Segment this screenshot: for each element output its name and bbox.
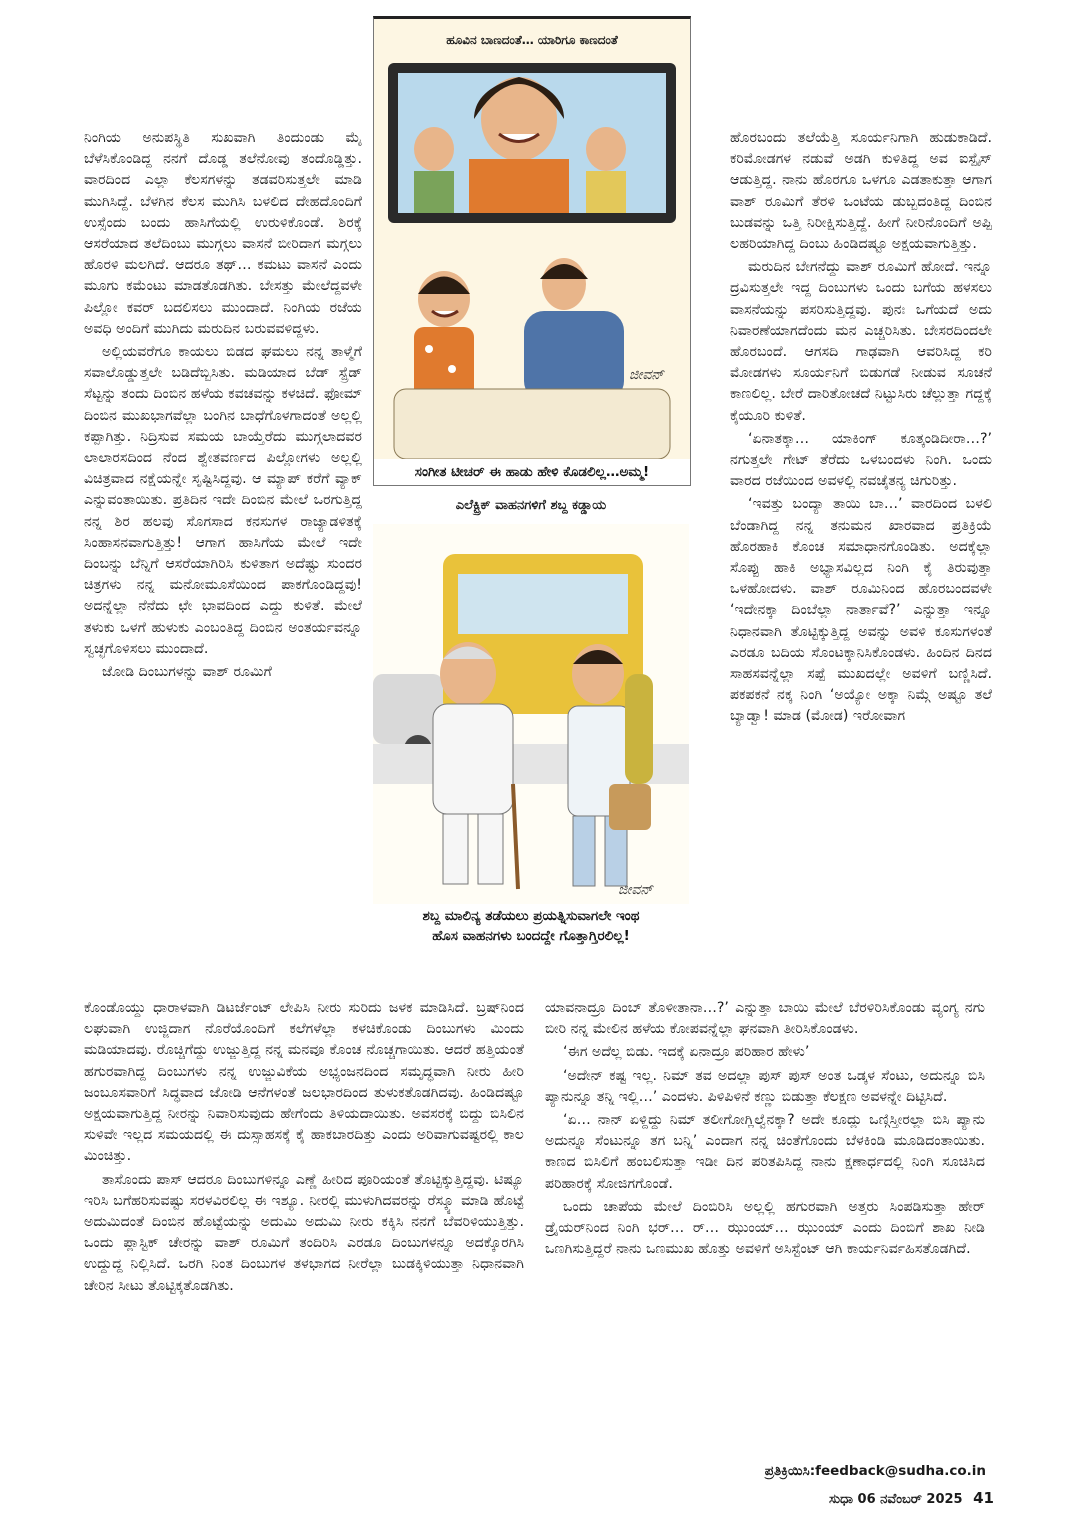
cartoon-bottom-caption-line1: ಶಬ್ದ ಮಾಲಿನ್ಯ ತಡೆಯಲು ಪ್ರಯತ್ನಿಸುವಾಗಲೇ ಇಂಥ	[422, 908, 640, 924]
article-column-1	[84, 128, 362, 685]
paragraph: ತಾಸೊಂದು ಪಾಸ್ ಆದರೂ ದಿಂಬುಗಳಿನ್ನೂ ಎಣ್ಣೆ ಹೀರಿದ ಪೂರಿಯಂತೆ ತೊಟ್ಟಿಕ್ಕುತ್ತಿದ್ದವು. ಟಿಷ್ಯೂ ಇರಿಸಿ ಬಗೆಹರಿಸುವಷ್ಟು ಸರಳವಿರಲಿಲ್ಲ ಈ ಇಶ್ಯೂ. ನೀರಲ್ಲಿ ಮುಳುಗಿದವರನ್ನು ರೆಸ್ಕ್ಯೂ ಮಾಡಿ ಹೊಟ್ಟೆ ಅದುಮಿದಂತೆ ದಿಂಬಿನ ಹೊಟ್ಟೆಯನ್ನು ಅದುಮಿ ಅದುಮಿ ನೀರು ಕಕ್ಕಿಸಿ ನನಗೆ ಬೆವರಿಳಿಯುತ್ತಿತ್ತು. ಒಂದು ಪ್ಲಾಸ್ಟಿಕ್ ಚೇರನ್ನು ವಾಶ್ ರೂಮಿಗೆ ತಂದಿರಿಸಿ ಎರಡೂ ದಿಂಬುಗಳನ್ನೂ ಅದಕ್ಕೊರಗಿಸಿ ಉದ್ದುದ್ದ ನಿಲ್ಲಿಸಿದೆ. ಒರಗಿ ನಿಂತ ದಿಂಬುಗಳ ತಳಭಾಗದ ನೀರೆಲ್ಲಾ ಬುಡಕ್ಕಿಳಿಯುತ್ತಾ ನಿಧಾನವಾಗಿ ಚೇರಿನ ಸೀಟು ತೊಟ್ಟಿಕ್ಕತೊಡಗಿತು.	[84, 1171, 524, 1294]
artist-signature: ಜೀವನ್	[629, 367, 664, 383]
cartoon-top-illustration	[374, 49, 690, 486]
paragraph: ಮರುದಿನ ಬೇಗನೆದ್ದು ವಾಶ್ ರೂಮಿಗೆ ಹೋದೆ. ಇನ್ನೂ ದ್ರವಿಸುತ್ತಲೇ ಇದ್ದ ದಿಂಬುಗಳು ಒಂದು ಬಗೆಯ ಹಳಸಲು ವಾಸನೆಯನ್ನು ಪಸರಿಸುತ್ತಿದ್ದವು. ಪುನಃ ಒಗೆಯದೆ ಅದು ನಿವಾರಣೆಯಾಗದೆಂದು ಮನ ಎಚ್ಚರಿಸಿತು. ಬೇಸರದಿಂದಲೇ ಹೊರಬಂದೆ. ಆಗಸದಿ ಗಾಢವಾಗಿ ಆವರಿಸಿದ್ದ ಕರಿ ಮೋಡಗಳು ಸೂರ್ಯನಿಗೆ ಬಿಡುಗಡೆ ನೀಡುವ ಸೂಚನೆ ಕಾಣಲಿಲ್ಲ. ಬೇರೆ ದಾರಿತೋಚದೆ ನಿಟ್ಟುಸಿರು ಚೆಲ್ಲುತ್ತಾ ಗದ್ದಕ್ಕೆ ಕೈಯೂರಿ ಕುಳಿತೆ.	[730, 259, 992, 424]
article-bottom-left	[84, 998, 524, 1299]
cartoon-bottom	[373, 492, 689, 972]
article-bottom-right	[545, 998, 985, 1262]
paragraph: ನಿಂಗಿಯ ಅನುಪಸ್ಥಿತಿ ಸುಖವಾಗಿ ತಿಂದುಂಡು ಮೈ ಬೆಳೆಸಿಕೊಂಡಿದ್ದ ನನಗೆ ದೊಡ್ಡ ತಲೆನೋವು ತಂದೊಡ್ಡಿತ್ತು. ವಾರದಿಂದ ಎಲ್ಲಾ ಕೆಲಸಗಳನ್ನು ತಡವರಿಸುತ್ತಲೇ ಮಾಡಿ ಮುಗಿಸಿದ್ದೆ. ಬೆಳಗಿನ ಕೆಲಸ ಮುಗಿಸಿ ಬಳಲಿದ ದೇಹದೊಂದಿಗೆ ಉಸ್ಸೆಂದು ಬಂದು ಹಾಸಿಗೆಯಲ್ಲಿ ಉರುಳಿಕೊಂಡೆ. ಶಿರಕ್ಕೆ ಆಸರೆಯಾದ ತಲೆದಿಂಬು ಮುಗ್ಗಲು ವಾಸನೆ ಬೀರಿದಾಗ ಮಗ್ಗಲು ಹೊರಳಿ ಮಲಗಿದೆ. ಆದರೂ ತಥ್… ಕಮಟು ವಾಸನೆ ಎಂದು ಮೂಗು ಕಮೆಂಟು ಮಾಡತೊಡಗಿತು. ಬೇಸತ್ತು ಮೇಲೆದ್ದವಳೇ ಪಿಲ್ಲೋ ಕವರ್ ಬದಲಿಸಲು ಮುಂದಾದೆ. ನಿಂಗಿಯ ರಜೆಯ ಅವಧಿ ಅಂದಿಗೆ ಮುಗಿದು ಮರುದಿನ ಬರುವವಳಿದ್ದಳು.	[84, 130, 362, 337]
paragraph: ಒಂದು ಚಾಪೆಯ ಮೇಲೆ ದಿಂಬಿರಿಸಿ ಅಲ್ಲಲ್ಲಿ ಹಗುರವಾಗಿ ಅತ್ತರು ಸಿಂಪಡಿಸುತ್ತಾ ಹೇರ್ ಡ್ರೈಯರ್‌ನಿಂದ ನಿಂಗಿ ಭರ್… ರ್… ಝುಂಯ್… ಝುಂಯ್ ಎಂದು ದಿಂಬಿಗೆ ಶಾಖ ನೀಡಿ ಒಣಗಿಸುತ್ತಿದ್ದರೆ ನಾನು ಒಣಮುಖ ಹೊತ್ತು ಅವಳಿಗೆ ಅಸಿಸ್ಟೆಂಟ್ ಆಗಿ ಕಾರ್ಯನಿರ್ವಹಿಸತೊಡಗಿದೆ.	[545, 1198, 985, 1258]
paragraph: ‘ಇವತ್ತು ಬಂದ್ಯಾ ತಾಯಿ ಬಾ…’ ವಾರದಿಂದ ಬಳಲಿ ಬೆಂಡಾಗಿದ್ದ ನನ್ನ ತನುಮನ ಖಾರವಾದ ಪ್ರತಿಕ್ರಿಯೆ ಹೊರಹಾಕಿ ಕೊಂಚ ಸಮಾಧಾನಗೊಂಡಿತು. ಅದಕ್ಕೆಲ್ಲಾ ಸೊಪ್ಪು ಹಾಕಿ ಅಭ್ಯಾಸವಿಲ್ಲದ ನಿಂಗಿ ಕೈ ತಿರುವುತ್ತಾ ಒಳಹೋದಳು. ವಾಶ್ ರೂಮಿನಿಂದ ಹೊರಬಂದವಳೇ ‘ಇದೇನಕ್ಕಾ ದಿಂಬೆಲ್ಲಾ ನಾರ್ತಾವೆ?’ ಎನ್ನುತ್ತಾ ಇನ್ನೂ ನಿಧಾನವಾಗಿ ತೊಟ್ಟಿಕ್ಕುತ್ತಿದ್ದ ಅವನ್ನು ಅವಳಿ ಕೂಸುಗಳಂತೆ ಎರಡೂ ಬದಿಯ ಸೊಂಟಕ್ಕಾನಿಸಿಕೊಂಡಳು. ಹಿಂದಿನ ದಿನದ ಸಾಹಸವನ್ನೆಲ್ಲಾ ಸಪ್ಪೆ ಮುಖದಲ್ಲೇ ಅವಳಿಗೆ ಬಣ್ಣಿಸಿದೆ. ಪಕಪಕನೆ ನಕ್ಕ ನಿಂಗಿ ‘ಅಯ್ಯೋ ಅಕ್ಕಾ ನಿಮ್ಗೆ ಅಷ್ಟೂ ತಲೆ ಬ್ಯಾಡ್ವಾ! ಮಾಡ (ಮೋಡ) ಇರೋವಾಗ	[730, 496, 992, 725]
cartoon-top	[373, 16, 691, 486]
feedback-line: ಪ್ರತಿಕ್ರಿಯಿಸಿ:feedback@sudha.co.in	[764, 1463, 986, 1479]
cartoon-top-caption: ಸಂಗೀತ ಟೀಚರ್ ಈ ಹಾಡು ಹೇಳಿ ಕೊಡಲಿಲ್ಲ…ಅಮ್ಮ!	[374, 459, 690, 485]
artist-signature: ಜೀವನ್	[618, 882, 653, 898]
paragraph: ‘ಅದೇನ್ ಕಷ್ಟ ಇಲ್ಲ. ನಿಮ್ ತವ ಅದಲ್ಲಾ ಪುಸ್ ಪುಸ್ ಅಂತ ಒಡ್ಕಳ ಸೆಂಟು, ಅದುನ್ನೂ ಬಿಸಿ ಪ್ಯಾನುನ್ನೂ ತನ್ನಿ ಇಲ್ಲಿ…’ ಎಂದಳು. ಪಿಳಿಪಿಳಿನೆ ಕಣ್ಣು ಬಿಡುತ್ತಾ ಕೆಲಕ್ಷಣ ಅವಳನ್ನೇ ದಿಟ್ಟಿಸಿದೆ.	[545, 1067, 985, 1105]
paragraph: ‘ಈಗ ಅದೆಲ್ಲ ಬಿಡು. ಇದಕ್ಕೆ ಏನಾದ್ರೂ ಪರಿಹಾರ ಹೇಳು’	[563, 1044, 810, 1061]
cartoon-bottom-illustration	[373, 524, 689, 904]
page-number: 41	[973, 1489, 994, 1507]
paragraph: ಯಾವನಾದ್ರೂ ದಿಂಬ್ ತೊಳೀತಾನಾ…?’ ಎನ್ನುತ್ತಾ ಬಾಯಿ ಮೇಲೆ ಬೆರಳಿರಿಸಿಕೊಂಡು ವ್ಯಂಗ್ಯ ನಗು ಬೀರಿ ನನ್ನ ಮೇಲಿನ ಹಳೆಯ ಕೋಪವನ್ನೆಲ್ಲಾ ಘನವಾಗಿ ತೀರಿಸಿಕೊಂಡಳು.	[545, 1000, 985, 1038]
page-footer	[829, 1489, 994, 1507]
cartoon-top-header: ಹೂವಿನ ಬಾಣದಂತೆ… ಯಾರಿಗೂ ಕಾಣದಂತೆ	[446, 33, 618, 47]
issue-label: ಸುಧಾ 06 ನವೆಂಬರ್ 2025	[828, 1492, 963, 1507]
paragraph: ಕೊಂಡೊಯ್ದು ಧಾರಾಳವಾಗಿ ಡಿಟರ್ಜೆಂಟ್ ಲೇಪಿಸಿ ನೀರು ಸುರಿದು ಜಳಕ ಮಾಡಿಸಿದೆ. ಬ್ರಷ್‌ನಿಂದ ಲಘುವಾಗಿ ಉಜ್ಜಿದಾಗ ನೊರೆಯೊಂದಿಗೆ ಕಲೆಗಳೆಲ್ಲಾ ಕಳಚಿಕೊಂಡು ದಿಂಬುಗಳು ಮಿಂದು ಮಡಿಯಾದವು. ರೊಚ್ಚಿಗೆದ್ದು ಉಜ್ಜುತ್ತಿದ್ದ ನನ್ನ ಮನವೂ ಕೊಂಚ ನೊಚ್ಚಗಾಯಿತು. ಆದರೆ ಹತ್ತಿಯಂತೆ ಹಗುರವಾಗಿದ್ದ ದಿಂಬುಗಳು ನನ್ನ ಉಜ್ಜುವಿಕೆಯ ಅಭ್ಯಂಜನದಿಂದ ಸಮೃದ್ಧವಾಗಿ ನೀರು ಹೀರಿ ಜಂಬೂಸವಾರಿಗೆ ಸಿದ್ಧವಾದ ಜೋಡಿ ಆನೆಗಳಂತೆ ಜಲಭಾರದಿಂದ ತುಳುಕತೊಡಗಿದವು. ಹಿಂಡಿದಷ್ಟೂ ಅಕ್ಷಯವಾಗುತ್ತಿದ್ದ ನೀರನ್ನು ನಿವಾರಿಸುವುದು ಹೇಗೆಂದು ತಿಳಿಯದಾಯಿತು. ಅವಸರಕ್ಕೆ ಬಿದ್ದು ಬಿಸಿಲಿನ ಸುಳಿವೇ ಇಲ್ಲದ ಸಮಯದಲ್ಲಿ ಈ ದುಸ್ಸಾಹಸಕ್ಕೆ ಕೈ ಹಾಕಬಾರದಿತ್ತು ಎಂದು ಅರಿವಾಗುವಷ್ಟರಲ್ಲಿ ಕಾಲ ಮಿಂಚಿತ್ತು.	[84, 1000, 524, 1165]
paragraph: ‘ಏನಾತಕ್ಕಾ… ಯಾಕಿಂಗ್ ಕೂತ್ಕಂಡಿದೀರಾ…?’ ನಗುತ್ತಲೇ ಗೇಟ್ ತೆರೆದು ಒಳಬಂದಳು ನಿಂಗಿ. ಒಂದು ವಾರದ ರಜೆಯಿಂದ ಅವಳಲ್ಲಿ ನವಚೈತನ್ಯ ಚಿಗುರಿತ್ತು.	[730, 430, 992, 490]
paragraph: ‘ಏ… ನಾನ್ ಏಳ್ದಿದ್ದು ನಿಮ್ ತಲೀಗೋಗ್ಲಿಲ್ವೆನಕ್ಕಾ? ಅದೇ ಕೂದ್ಲು ಒಣ್ಗಿಸ್ತೀರಲ್ಲಾ ಬಿಸಿ ಪ್ಯಾನು ಅದುನ್ನೂ ಸೆಂಟುನ್ನೂ ತಗ ಬನ್ನಿ’ ಎಂದಾಗ ನನ್ನ ಚಿಂತೆಗೊಂದು ಬೆಳಕಿಂಡಿ ಮೂಡಿದಂತಾಯಿತು. ಕಾಣದ ಬಿಸಿಲಿಗೆ ಹಂಬಲಿಸುತ್ತಾ ಇಡೀ ದಿನ ಪರಿತಪಿಸಿದ್ದ ನಾನು ಕ್ಷಣಾರ್ಧದಲ್ಲಿ ನಿಂಗಿ ಸೂಚಿಸಿದ ಪರಿಹಾರಕ್ಕೆ ಸೋಜಿಗಗೊಂಡೆ.	[545, 1112, 985, 1192]
paragraph: ಅಲ್ಲಿಯವರೆಗೂ ಕಾಯಲು ಬಿಡದ ಘಮಲು ನನ್ನ ತಾಳ್ಮೆಗೆ ಸವಾಲೊಡ್ಡುತ್ತಲೇ ಬಡಿದೆಬ್ಬಿಸಿತು. ಮಡಿಯಾದ ಬೆಡ್ ಸ್ಪ್ರೆಡ್ ಸೆಟ್ಟನ್ನು ತಂದು ದಿಂಬಿನ ಹಳೆಯ ಕವಚವನ್ನು ಕಳಚಿದೆ. ಫೋಮ್ ದಿಂಬಿನ ಮುಖಭಾಗವೆಲ್ಲಾ ಬಂಗಿನ ಬಾಧೆಗೊಳಗಾದಂತೆ ಅಲ್ಲಲ್ಲಿ ಕಪ್ಪಾಗಿತ್ತು. ನಿದ್ರಿಸುವ ಸಮಯ ಬಾಯ್ತೆರೆದು ಮುಗ್ಗಲಾದವರ ಲಾಲಾರಸದಿಂದ ನೆಂದ ಶ್ವೇತವರ್ಣದ ಪಿಲ್ಲೋಗಳು ಅಲ್ಲಲ್ಲಿ ವಿಚಿತ್ರವಾದ ನಕ್ಷೆಯನ್ನೇ ಸೃಷ್ಟಿಸಿದ್ದವು. ಆ ಮ್ಯಾಪ್ ಕರೆಗೆ ವ್ಯಾಕ್ ಎನ್ನುವಂತಾಯಿತು. ಪ್ರತಿದಿನ ಇದೇ ದಿಂಬಿನ ಮೇಲೆ ಒರಗುತ್ತಿದ್ದ ನನ್ನ ಶಿರ ಹಲವು ಸೊಗಸಾದ ಕನಸುಗಳ ರಾಜ್ಯಾಡಳಿತಕ್ಕೆ ಸಿಂಹಾಸನವಾಗುತ್ತಿತ್ತು! ಆಗಾಗ ಹಾಸಿಗೆಯ ಮೇಲೆ ಇದೇ ದಿಂಬನ್ನು ಬೆನ್ನಿಗೆ ಆಸರೆಯಾಗಿರಿಸಿ ಕುಳಿತಾಗ ಅದೆಷ್ಟು ಸುಂದರ ಚಿತ್ರಗಳು ನನ್ನ ಮನೋಮೂಸೆಯಿಂದ ಪಾಕಗೊಂಡಿದ್ದವು! ಅದನ್ನೆಲ್ಲಾ ನೆನೆದು ಛೇ ಭಾವದಿಂದ ಎದ್ದು ಕುಳಿತೆ. ಮೇಲೆ ತಳುಕು ಒಳಗೆ ಹುಳುಕು ಎಂಬಂತಿದ್ದ ದಿಂಬಿನ ಅಂತರ್ಯವನ್ನೂ ಸ್ವಚ್ಛಗೊಳಿಸಲು ಮುಂದಾದೆ.	[84, 344, 362, 657]
cartoon-bottom-header: ಎಲೆಕ್ಟ್ರಿಕ್ ವಾಹನಗಳಿಗೆ ಶಬ್ದ ಕಡ್ಡಾಯ	[455, 498, 607, 513]
paragraph: ಹೊರಬಂದು ತಲೆಯೆತ್ತಿ ಸೂರ್ಯನಿಗಾಗಿ ಹುಡುಕಾಡಿದೆ. ಕರಿಮೋಡಗಳ ನಡುವೆ ಅಡಗಿ ಕುಳಿತಿದ್ದ ಅವ ಐಸ್ಪೈಸ್ ಆಡುತ್ತಿದ್ದ. ನಾನು ಹೊರಗೂ ಒಳಗೂ ಎಡತಾಕುತ್ತಾ ಆಗಾಗ ವಾಶ್ ರೂಮಿಗೆ ತೆರಳಿ ಒಂಟೆಯ ಡುಬ್ಬದಂತಿದ್ದ ದಿಂಬಿನ ಬುಡವನ್ನು ಒತ್ತಿ ನಿರೀಕ್ಷಿಸುತ್ತಿದ್ದೆ. ಹೀಗೆ ನೀರಿನೊಂದಿಗೆ ಅಪ್ಪಿ ಲಹರಿಯಾಗಿದ್ದ ದಿಂಬು ಹಿಂಡಿದಷ್ಟೂ ಅಕ್ಷಯವಾಗುತ್ತಿತ್ತು.	[730, 130, 992, 253]
paragraph: ಜೋಡಿ ದಿಂಬುಗಳನ್ನು ವಾಶ್ ರೂಮಿಗೆ	[102, 664, 272, 681]
cartoon-bottom-caption-line2: ಹೊಸ ವಾಹನಗಳು ಬಂದದ್ದೇ ಗೊತ್ತಾಗ್ತಿರಲಿಲ್ಲ!	[432, 928, 630, 944]
article-column-3	[730, 128, 992, 730]
